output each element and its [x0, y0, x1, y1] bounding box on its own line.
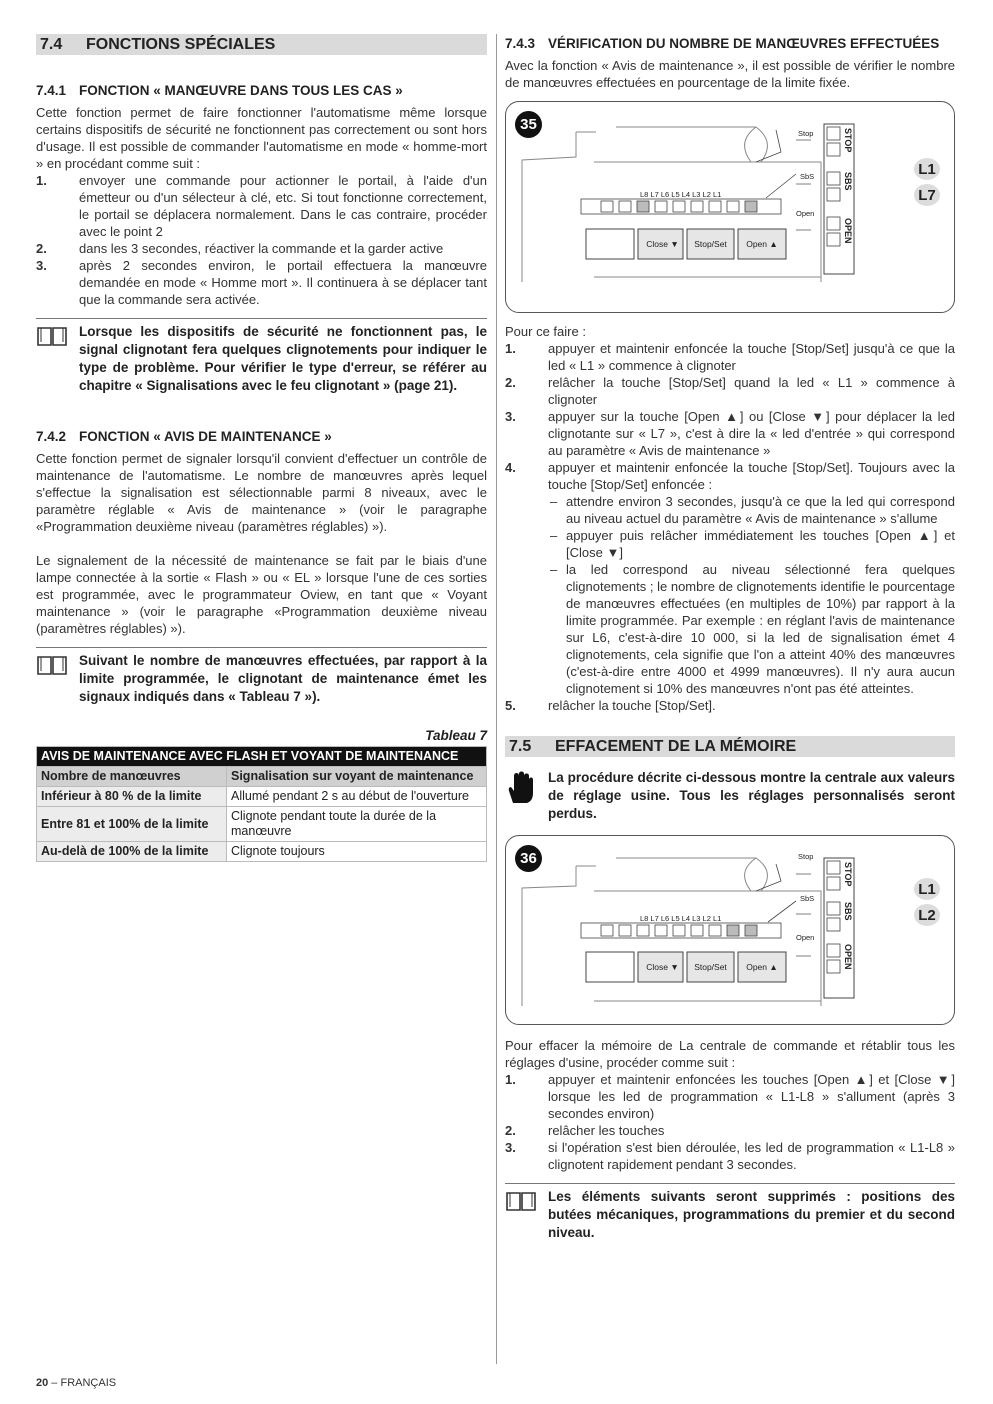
stop-input-label: Stop	[798, 129, 814, 138]
steps-list-743	[505, 340, 955, 493]
list-item	[36, 240, 487, 257]
step-text: relâcher la touche [Stop/Set] quand la led « L1 » commence à clignoter	[548, 375, 955, 407]
close-button-label: Close ▼	[646, 962, 679, 972]
figure-36	[505, 835, 955, 1025]
book-icon	[36, 323, 79, 395]
note-block-741	[36, 318, 487, 395]
table-col-header: Signalisation sur voyant de maintenance	[227, 767, 487, 787]
sbs-input-label: SbS	[800, 894, 815, 903]
step-number: 1.	[36, 173, 47, 188]
section-title: FONCTIONS SPÉCIALES	[86, 35, 276, 53]
table-header: AVIS DE MAINTENANCE AVEC FLASH ET VOYANT DE MAINTENANCE	[37, 747, 487, 767]
table-cell: Clignote pendant toute la durée de la manœuvre	[227, 807, 487, 842]
section-title: EFFACEMENT DE LA MÉMOIRE	[555, 737, 797, 755]
control-board-illustration	[506, 836, 956, 1026]
terminal-sbs-label: SBS	[843, 902, 853, 921]
step-text: appuyer et maintenir enfoncées les touches [Open ▲] et [Close ▼] lorsque les led de programmation « L1-L8 » s'allument (après 3 secondes environ)	[548, 1072, 955, 1121]
terminal-stop-label: STOP	[843, 128, 853, 153]
subheading-title: FONCTION « AVIS DE MAINTENANCE »	[79, 429, 332, 444]
table-caption: Tableau 7	[425, 728, 487, 743]
book-icon	[36, 652, 79, 706]
step-number: 2.	[505, 1123, 516, 1138]
open-input-label: Open	[796, 209, 815, 218]
step-number: 2.	[505, 375, 516, 390]
warning-block	[505, 765, 955, 823]
subheading-number: 7.4.2	[36, 429, 67, 444]
list-item	[36, 257, 487, 308]
led-callout-l1: L1	[914, 158, 940, 180]
list-item	[505, 459, 955, 493]
subheading-number: 7.4.3	[505, 36, 536, 51]
step-number: 4.	[505, 460, 516, 475]
list-item	[505, 340, 955, 374]
column-divider	[496, 34, 497, 1364]
note-text: Suivant le nombre de manœuvres effectuées, par rapport à la limite programmée, le clignotant de maintenance émet les signaux indiqués dans « Tableau 7 »).	[79, 653, 487, 704]
section-number: 7.4	[40, 35, 63, 53]
list-item	[505, 1139, 955, 1173]
table-row	[37, 767, 487, 787]
paragraph-742-1: Cette fonction permet de signaler lorsqu'il convient d'effectuer un contrôle de maintenance de l'automatisme. Le nombre de manœuvres après lequel s'effectue la signalisation est sélectionnable parmi 8 niveaux, avec le paramètre réglable « Avis de maintenance » (voir le paragraphe «Programmation deuxième niveau (paramètres réglables) »).	[36, 451, 487, 534]
led-labels: L8 L7 L6 L5 L4 L3 L2 L1	[640, 914, 722, 923]
open-button-label: Open ▲	[746, 962, 778, 972]
page-number: 20	[36, 1377, 49, 1389]
step-text: appuyer et maintenir enfoncée la touche [Stop/Set] jusqu'à ce que la led « L1 » commence à clignoter	[548, 341, 955, 373]
steps-list-743-end	[505, 697, 955, 714]
steps-list-erase	[505, 1071, 955, 1173]
warning-text: La procédure décrite ci-dessous montre la centrale aux valeurs de réglage usine. Tous les réglages personnalisés seront perdus.	[548, 770, 955, 821]
step-number: 1.	[505, 1072, 516, 1087]
step-number: 3.	[505, 1140, 516, 1155]
step-number: 1.	[505, 341, 516, 356]
table-row	[37, 787, 487, 807]
paragraph-intro-741: Cette fonction permet de faire fonctionner l'automatisme même lorsque certains dispositifs de sécurité ne fonctionnent pas correctement ou sont hors d'usage. Il est possible de commander l'automatisme en mode « homme-mort » en procédant comme suit :	[36, 105, 487, 171]
procedure-lead: Pour ce faire :	[505, 324, 586, 339]
paragraph-intro-743: Avec la fonction « Avis de maintenance », il est possible de vérifier le nombre de manœuvres effectuées en pourcentage de la limite fixée.	[505, 58, 955, 90]
step-text: relâcher les touches	[548, 1123, 665, 1138]
step-number: 2.	[36, 241, 47, 256]
step-text: si l'opération s'est bien déroulée, les led de programmation « L1-L8 » clignotent rapidement pendant 3 secondes.	[548, 1140, 955, 1172]
step-number: 5.	[505, 698, 516, 713]
list-item	[505, 1071, 955, 1122]
erase-intro: Pour effacer la mémoire de La centrale de commande et rétablir tous les réglages d'usine, procéder comme suit :	[505, 1038, 955, 1070]
list-item	[505, 1122, 955, 1139]
open-button-label: Open ▲	[746, 239, 778, 249]
section-heading-7-5	[505, 736, 955, 757]
step-number: 3.	[36, 258, 47, 273]
step-text: dans les 3 secondes, réactiver la commande et la garder active	[79, 241, 444, 256]
table-cell: Allumé pendant 2 s au début de l'ouverture	[227, 787, 487, 807]
led-callout-l1: L1	[914, 878, 940, 900]
step-text: appuyer sur la touche [Open ▲] ou [Close ▼] pour déplacer la led clignotante sur « L7 », c'est à dire la « led d'entrée » qui correspond au paramètre « Avis de maintenance »	[548, 409, 955, 458]
sub-step-text: appuyer puis relâcher immédiatement les touches [Open ▲] et [Close ▼]	[566, 528, 955, 560]
paragraph-742-2: Le signalement de la nécessité de maintenance se fait par le biais d'une lampe connectée à la sortie « Flash » ou « EL » lorsque l'une de ces sorties est programmée, avec le programmateur Oview, en tant que « Voyant maintenance » (voir le paragraphe «Programmation deuxième niveau (paramètres réglables) »).	[36, 553, 487, 636]
list-item	[505, 408, 955, 459]
terminal-open-label: OPEN	[843, 218, 853, 244]
figure-number-badge: 35	[515, 111, 542, 138]
right-column	[505, 36, 955, 1242]
table-cell: Au-delà de 100% de la limite	[37, 842, 227, 862]
led-callout-l2: L2	[914, 904, 940, 926]
terminal-open-label: OPEN	[843, 944, 853, 970]
step-number: 3.	[505, 409, 516, 424]
sub-steps	[505, 493, 955, 697]
table-cell: Clignote toujours	[227, 842, 487, 862]
list-item	[36, 172, 487, 240]
close-button-label: Close ▼	[646, 239, 679, 249]
steps-list-741	[36, 172, 487, 308]
led-callout-l7: L7	[914, 184, 940, 206]
section-heading-7-4	[36, 34, 487, 55]
page-footer	[36, 1377, 116, 1389]
stopset-button-label: Stop/Set	[694, 239, 727, 249]
table-col-header: Nombre de manœuvres	[37, 767, 227, 787]
subheading-7-4-2	[36, 429, 487, 444]
subheading-7-4-3	[505, 36, 955, 51]
hand-stop-icon	[505, 769, 548, 823]
terminal-sbs-label: SBS	[843, 172, 853, 191]
sub-step: – appuyer puis relâcher immédiatement les touches [Open ▲] et [Close ▼]	[550, 528, 955, 560]
terminal-stop-label: STOP	[843, 862, 853, 887]
sub-step: – la led correspond au niveau sélectionné fera quelques clignotements ; le nombre de clignotements identifie le pourcentage de manœuvres effectuées (en multiples de 10%) par rapport à la limite programmée. Par exemple : en réglant l'avis de maintenance sur L6, c'est-à-dire 10 000, si la led de signalisation émet 4 clignotements, cela signifie que l'on a atteint 40% des manœuvres (c'est-à-dire entre 4000 et 4999 manœuvres). Il n'y aura aucun clignotement si 10% des manœuvres n'ont pas été atteintes.	[550, 562, 955, 696]
subheading-title: VÉRIFICATION DU NOMBRE DE MANŒUVRES EFFECTUÉES	[548, 36, 940, 51]
note-block-erase	[505, 1183, 955, 1242]
section-number: 7.5	[509, 737, 532, 755]
left-column	[36, 34, 487, 862]
table-cell: Entre 81 et 100% de la limite	[37, 807, 227, 842]
book-icon	[505, 1188, 548, 1242]
step-text: relâcher la touche [Stop/Set].	[548, 698, 716, 713]
stop-input-label: Stop	[798, 852, 814, 861]
note-text: Lorsque les dispositifs de sécurité ne fonctionnent pas, le signal clignotant fera quelques clignotements pour indiquer le type de problème. Pour vérifier le type d'erreur, se référer au chapitre « Signalisations avec le feu clignotant » (page 21).	[79, 324, 487, 393]
open-input-label: Open	[796, 933, 815, 942]
list-item	[505, 374, 955, 408]
figure-35	[505, 101, 955, 313]
sub-step-text: attendre environ 3 secondes, jusqu'à ce que la led qui correspond au niveau actuel du paramètre « Avis de maintenance » s'allume	[566, 494, 955, 526]
control-board-illustration	[506, 102, 956, 314]
led-labels: L8 L7 L6 L5 L4 L3 L2 L1	[640, 190, 722, 199]
note-text: Les éléments suivants seront supprimés : positions des butées mécaniques, programmations du premier et du second niveau.	[548, 1189, 955, 1240]
table-row	[37, 842, 487, 862]
subheading-7-4-1	[36, 83, 487, 98]
maintenance-table	[36, 746, 487, 862]
sub-step: – attendre environ 3 secondes, jusqu'à ce que la led qui correspond au niveau actuel du paramètre « Avis de maintenance » s'allume	[550, 494, 955, 526]
footer-language: – FRANÇAIS	[48, 1377, 117, 1389]
list-item	[505, 697, 955, 714]
subheading-title: FONCTION « MANŒUVRE DANS TOUS LES CAS »	[79, 83, 403, 98]
subheading-number: 7.4.1	[36, 83, 67, 98]
sub-step-text: la led correspond au niveau sélectionné fera quelques clignotements ; le nombre de clignotements identifie le pourcentage de manœuvres effectuées (en multiples de 10%) par rapport à la limite programmée. Par exemple : en réglant l'avis de maintenance sur L6, c'est-à-dire 10 000, si la led de signalisation émet 4 clignotements, cela signifie que l'on a atteint 40% des manœuvres (c'est-à-dire entre 4000 et 4999 manœuvres). Il n'y aura aucun clignotement si 10% des manœuvres n'ont pas été atteintes.	[566, 562, 955, 696]
step-text: envoyer une commande pour actionner le portail, à l'aide d'un émetteur ou d'un sélecteur à clé, etc. Si tout fonctionne correctement, le portail se déplacera normalement. Dans le cas contraire, procéder avec le point 2	[79, 173, 487, 239]
table-row	[37, 807, 487, 842]
stopset-button-label: Stop/Set	[694, 962, 727, 972]
sbs-input-label: SbS	[800, 172, 815, 181]
step-text: appuyer et maintenir enfoncée la touche [Stop/Set]. Toujours avec la touche [Stop/Set] enfoncée :	[548, 460, 955, 492]
figure-number-badge: 36	[515, 845, 542, 872]
table-cell: Inférieur à 80 % de la limite	[37, 787, 227, 807]
note-block-742	[36, 647, 487, 706]
step-text: après 2 secondes environ, le portail effectuera la manœuvre demandée en mode « Homme mort ». Il continuera à se déplacer tant que la commande sera activée.	[79, 258, 487, 307]
